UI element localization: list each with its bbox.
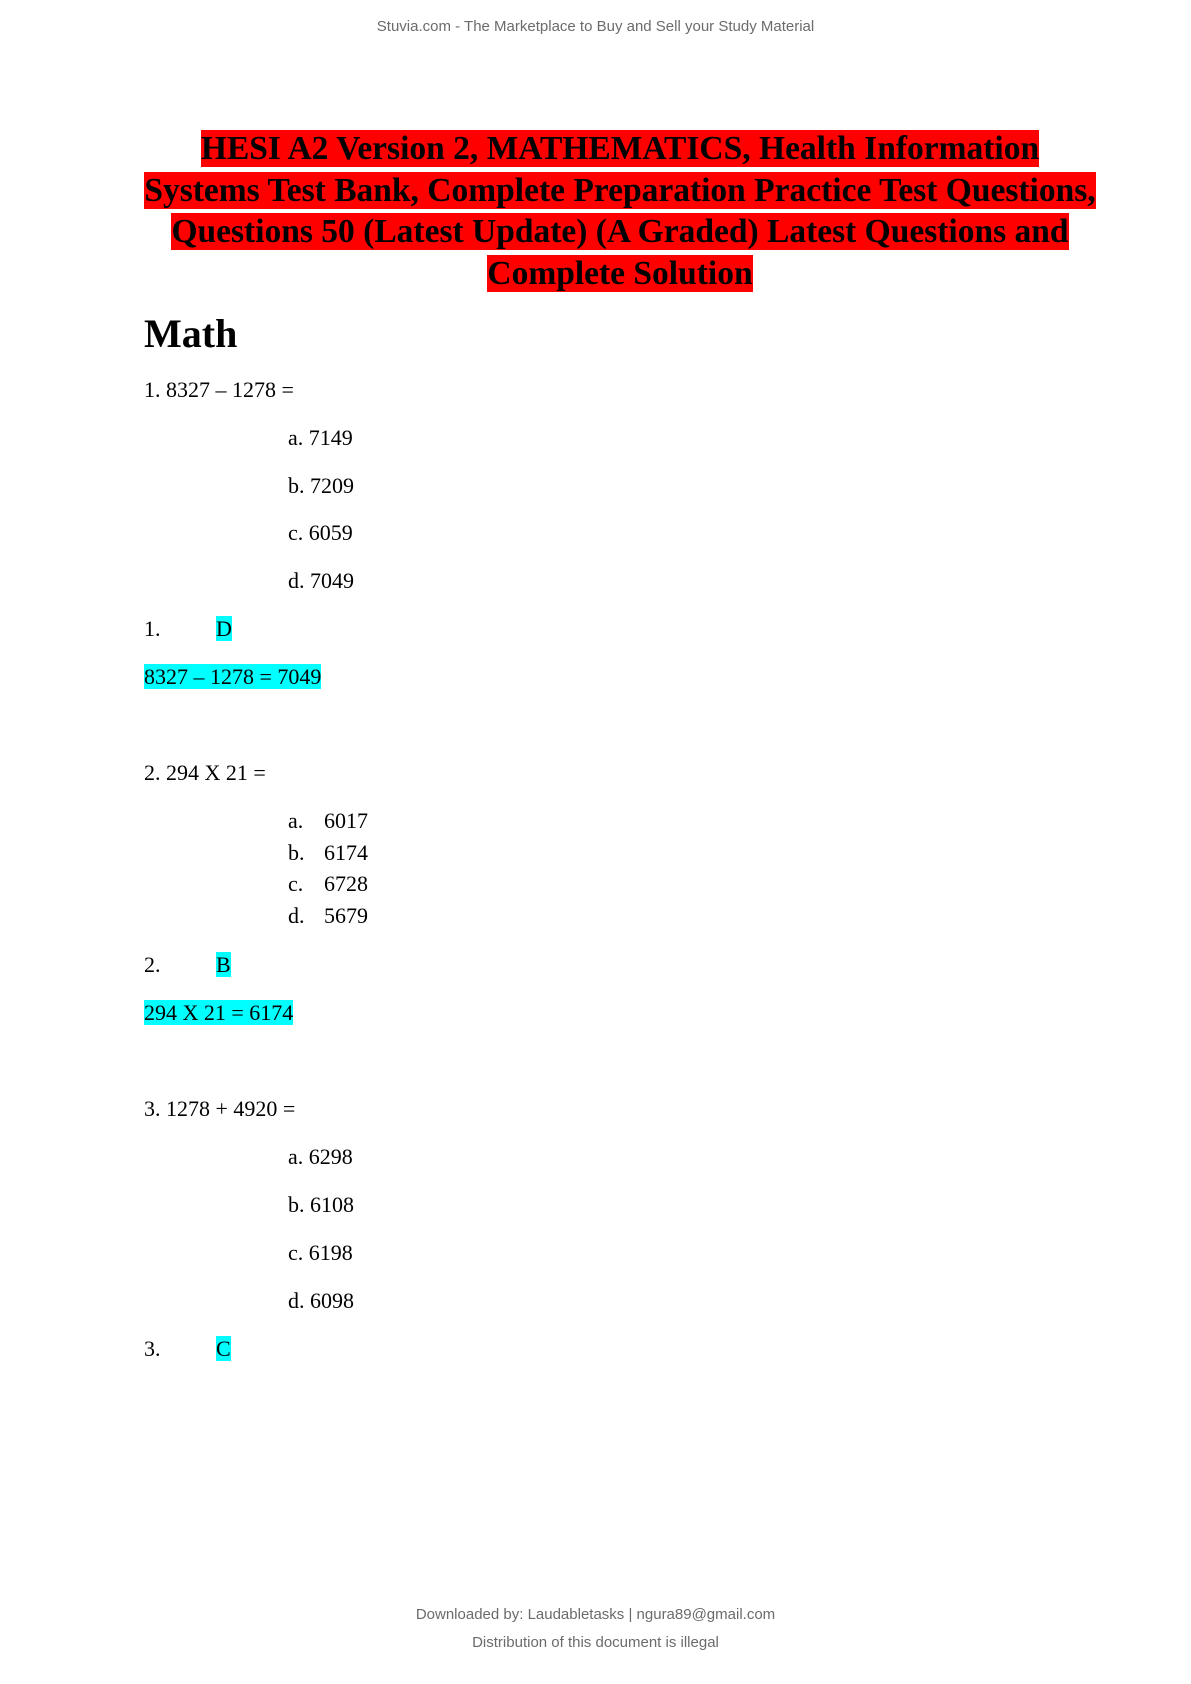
q2-option-c-letter: c. <box>288 871 304 896</box>
q3-option-c: c. 6198 <box>288 1240 353 1265</box>
q1-answer-letter-text: D <box>216 616 232 641</box>
q1-answer-number: 1. <box>144 616 161 641</box>
q2-options-list <box>288 808 368 934</box>
section-heading: Math <box>144 311 238 356</box>
document-title-text: HESI A2 Version 2, MATHEMATICS, Health Information Systems Test Bank, Complete Preparation Practice Test Questions, Questions 50 (Latest Update) (A Graded) Latest Questions and Complete Solution <box>144 130 1096 292</box>
q2-option-a-value: 6017 <box>324 808 368 833</box>
q3-option-b: b. 6108 <box>288 1192 354 1217</box>
q2-answer-number: 2. <box>144 952 161 977</box>
q2-option-c-value: 6728 <box>324 871 368 896</box>
q1-option-a: a. 7149 <box>288 425 353 450</box>
distribution-notice: Distribution of this document is illegal <box>472 1634 719 1651</box>
q1-explanation <box>144 664 321 690</box>
q2-answer-letter <box>216 952 231 978</box>
q2-option-d-value: 5679 <box>324 902 368 928</box>
q2-explanation-text: 294 X 21 = 6174 <box>144 1000 294 1025</box>
q2-option-b-value: 6174 <box>324 839 368 865</box>
q2-answer-letter-text: B <box>216 952 231 977</box>
q2-explanation <box>144 1000 293 1026</box>
q2-option-b <box>288 840 368 872</box>
q2-option-c <box>288 871 368 903</box>
question-2: 2. 294 X 21 = <box>144 760 266 785</box>
q3-answer-letter-text: C <box>216 1336 231 1361</box>
q2-option-d <box>288 903 368 935</box>
q3-answer-number: 3. <box>144 1336 161 1361</box>
q3-option-d: d. 6098 <box>288 1288 354 1313</box>
q1-option-c: c. 6059 <box>288 520 353 545</box>
download-info: Downloaded by: Laudabletasks | ngura89@gmail.com <box>415 1606 776 1623</box>
q1-explanation-text: 8327 – 1278 = 7049 <box>144 664 322 689</box>
q2-option-a <box>288 808 368 840</box>
question-1: 1. 8327 – 1278 = <box>144 377 294 402</box>
q1-option-d: d. 7049 <box>288 568 354 593</box>
q1-answer-letter <box>216 616 232 642</box>
site-banner: Stuvia.com - The Marketplace to Buy and Sell your Study Material <box>376 18 815 35</box>
q2-option-b-letter: b. <box>288 839 305 865</box>
q1-option-b: b. 7209 <box>288 473 354 498</box>
q2-option-a-letter: a. <box>288 808 304 833</box>
question-3: 3. 1278 + 4920 = <box>144 1096 296 1121</box>
document-title <box>140 128 1100 294</box>
q3-option-a: a. 6298 <box>288 1144 353 1169</box>
q3-answer-letter <box>216 1336 231 1362</box>
q2-option-d-letter: d. <box>288 902 305 928</box>
